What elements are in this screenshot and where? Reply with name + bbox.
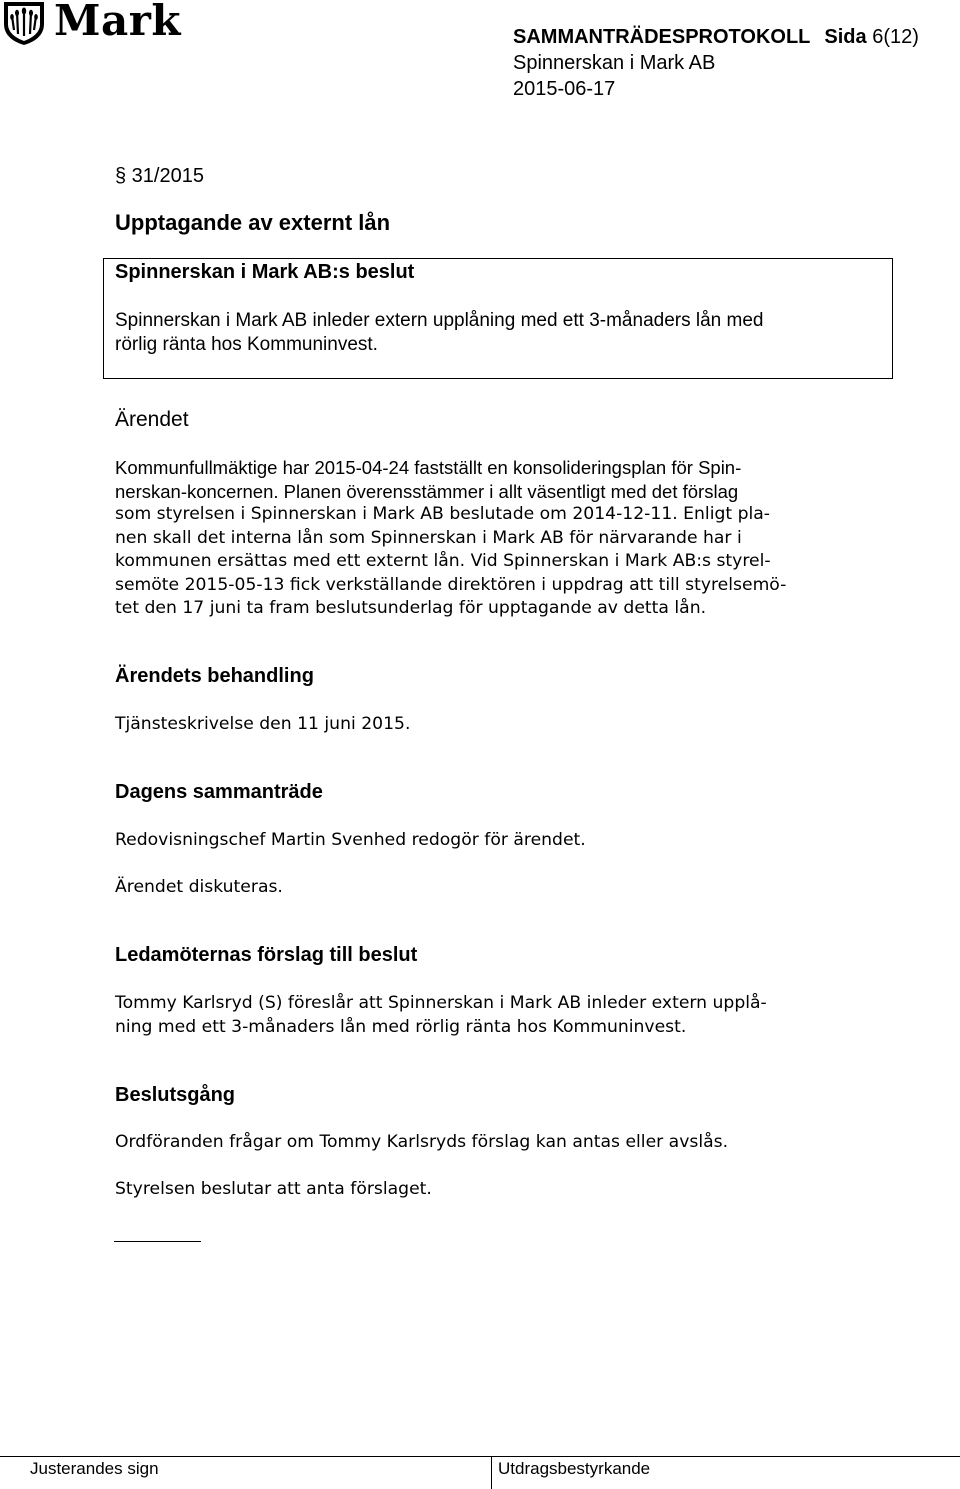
beslutsgang-text [115,1131,885,1155]
footer-rule [0,1456,960,1457]
organization-name: Spinnerskan i Mark AB [513,52,716,74]
coat-of-arms-icon [2,0,46,46]
document-header [513,24,919,102]
text-line: som styrelsen i Spinnerskan i Mark AB beslutade om 2014-12-11. Enligt pla- [115,504,771,524]
text-line: Styrelsen beslutar att anta förslaget. [115,1179,432,1199]
logo [2,0,181,48]
decision-text [115,309,890,357]
protocol-title: SAMMANTRÄDESPROTOKOLL [513,26,811,48]
decision-line: rörlig ränta hos Kommuninvest. [115,334,378,355]
decision-line: Spinnerskan i Mark AB inleder extern upplåning med ett 3-månaders lån med [115,310,764,331]
footer-utdragsbestyrkande: Utdragsbestyrkande [498,1459,651,1478]
text-line: Tjänsteskrivelse den 11 juni 2015. [115,714,411,734]
page-number: 6(12) [872,26,919,48]
page-label: Sida [824,26,867,48]
behandling-text [115,713,885,737]
logo-text: Mark [54,0,181,45]
text-line: Tommy Karlsryd (S) föreslår att Spinnerskan i Mark AB inleder extern upplå- [115,993,767,1013]
footer-justerandes-sign: Justerandes sign [30,1459,159,1478]
forslag-text [115,992,885,1039]
end-separator [114,1241,201,1242]
heading-behandling: Ärendets behandling [115,665,314,687]
decision-title: Spinnerskan i Mark AB:s beslut [115,261,415,283]
beslutsgang-text-2 [115,1178,885,1202]
text-line: semöte 2015-05-13 fick verkställande direktören i uppdrag att till styrelsemö- [115,574,787,595]
text-line: tet den 17 juni ta fram beslutsunderlag för upptagande av detta lån. [115,598,707,618]
text-line: ning med ett 3-månaders lån med rörlig ränta hos Kommuninvest. [115,1016,687,1037]
text-line: Kommunfullmäktige har 2015-04-24 fastställt en konsolideringsplan för Spin- [115,457,742,478]
header-line-1 [513,24,919,50]
text-line: kommunen ersättas med ett externt lån. Vid Spinnerskan i Mark AB:s styrel- [115,551,771,571]
text-line: nen skall det interna lån som Spinnerskan i Mark AB för närvarande har i [115,527,742,548]
heading-arendet: Ärendet [115,408,189,431]
paragraph-number: § 31/2015 [115,165,204,187]
dagens-text [115,829,885,853]
text-line: Ärendet diskuteras. [115,877,283,897]
meeting-date: 2015-06-17 [513,78,616,100]
arendet-text [115,456,885,621]
heading-beslutsgang: Beslutsgång [115,1084,236,1106]
dagens-text-2 [115,876,885,900]
text-line: Redovisningschef Martin Svenhed redogör för ärendet. [115,830,586,850]
paragraph-title: Upptagande av externt lån [115,210,391,235]
heading-dagens: Dagens sammanträde [115,781,323,803]
text-line: nerskan-koncernen. Planen överensstämmer i allt väsentligt med det förslag [115,480,739,502]
footer-divider [491,1456,492,1489]
heading-forslag: Ledamöternas förslag till beslut [115,944,418,966]
text-line: Ordföranden frågar om Tommy Karlsryds förslag kan antas eller avslås. [115,1132,729,1152]
